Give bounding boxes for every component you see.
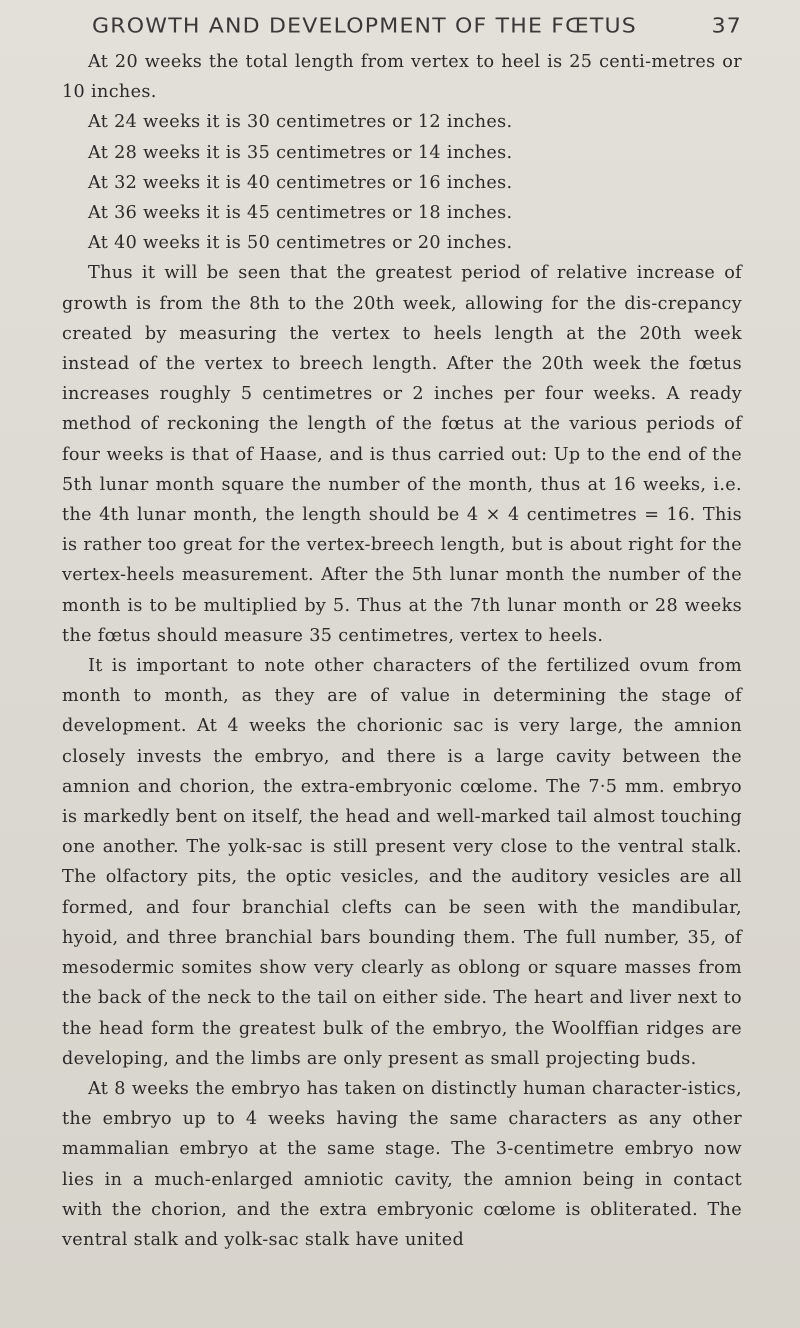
paragraph-24-weeks: At 24 weeks it is 30 centimetres or 12 inches. xyxy=(88,112,513,133)
paragraph-28-weeks: At 28 weeks it is 35 centimetres or 14 inches. xyxy=(88,142,513,163)
body-text xyxy=(62,47,742,1255)
running-title: GROWTH AND DEVELOPMENT OF THE FŒTUS xyxy=(92,15,637,38)
paragraph-36-weeks: At 36 weeks it is 45 centimetres or 18 inches. xyxy=(88,203,513,224)
paragraph-20-weeks: At 20 weeks the total length from vertex to heel is 25 centi-metres or 10 inches. xyxy=(62,52,742,103)
paragraph-8-weeks: At 8 weeks the embryo has taken on distinctly human character-istics, the embryo up to 4 weeks having the same characters as any other mammalian embryo at the same stage. The 3-centimetre embryo now lies in a much-enlarged amniotic cavity, the amnion being in contact with the chorion, and the extra embryonic cœlome is obliterated. The ventral stalk and yolk-sac stalk have united xyxy=(62,1078,742,1250)
page-number: 37 xyxy=(711,15,742,38)
paragraph-40-weeks: At 40 weeks it is 50 centimetres or 20 inches. xyxy=(88,233,513,254)
paragraph-growth-reckoning: Thus it will be seen that the greatest period of relative increase of growth is from the 8th to the 20th week, allowing for the dis-crepancy created by measuring the vertex to heels length at the 20th week instead of the vertex to breech length. After the 20th week the fœtus increases roughly 5 centimetres or 2 inches per four weeks. A ready method of reckoning the length of the fœtus at the various periods of four weeks is that of Haase, and is thus carried out: Up to the end of the 5th lunar month square the number of the month, thus at 16 weeks, i.e. the 4th lunar month, the length should be 4 × 4 centimetres = 16. This is rather too great for the vertex-breech length, but is about right for the vertex-heels measurement. After the 5th lunar month the number of the month is to be multiplied by 5. Thus at the 7th lunar month or 28 weeks the fœtus should measure 35 centimetres, vertex to heels. xyxy=(62,263,742,646)
running-head xyxy=(92,15,742,38)
paragraph-32-weeks: At 32 weeks it is 40 centimetres or 16 inches. xyxy=(88,172,513,193)
paragraph-ovum-characters: It is important to note other characters of the fertilized ovum from month to month, as they are of value in determining the stage of development. At 4 weeks the chorionic sac is very large, the amnion closely invests the embryo, and there is a large cavity between the amnion and chorion, the extra-embryonic cœlome. The 7·5 mm. embryo is markedly bent on itself, the head and well-marked tail almost touching one another. The yolk-sac is still present very close to the ventral stalk. The olfactory pits, the optic vesicles, and the auditory vesicles are all formed, and four branchial clefts can be seen with the mandibular, hyoid, and three branchial bars bounding them. The full number, 35, of mesodermic somites show very clearly as oblong or square masses from the back of the neck to the tail on either side. The heart and liver next to the head form the greatest bulk of the embryo, the Woolffian ridges are developing, and the limbs are only present as small projecting buds. xyxy=(62,656,742,1069)
